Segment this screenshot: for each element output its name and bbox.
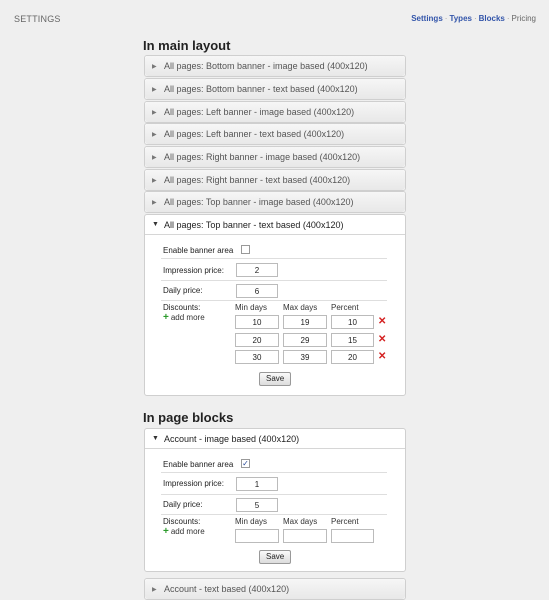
col-percent: Percent (331, 517, 359, 526)
discounts-label: Discounts: (163, 303, 201, 312)
accordion-item[interactable] (144, 101, 406, 123)
nav-blocks[interactable]: Blocks (478, 14, 505, 23)
section-title-page-blocks: In page blocks (143, 410, 234, 425)
triangle-right-icon: ▶ (152, 86, 157, 93)
accordion-item[interactable] (144, 78, 406, 100)
triangle-right-icon: ▶ (152, 109, 157, 116)
enable-banner-checkbox[interactable] (241, 459, 250, 468)
nav-pricing-current: Pricing (511, 14, 536, 23)
discounts-label: Discounts: (163, 517, 201, 526)
accordion-label: All pages: Left banner - image based (400x120) (164, 107, 355, 117)
impression-price-input[interactable] (236, 477, 278, 491)
max-days-input[interactable] (283, 333, 327, 347)
min-days-input[interactable] (235, 529, 279, 543)
accordion-header[interactable] (145, 215, 405, 235)
accordion-item[interactable] (144, 146, 406, 168)
accordion-item[interactable] (144, 123, 406, 145)
min-days-input[interactable] (235, 315, 279, 329)
triangle-right-icon: ▶ (152, 177, 157, 184)
banner-settings-form (145, 235, 405, 395)
accordion-label: All pages: Top banner - image based (400x120) (164, 197, 354, 207)
delete-row-icon[interactable]: ✕ (378, 334, 387, 345)
daily-price-input[interactable] (236, 498, 278, 512)
top-bar (0, 0, 549, 40)
save-button[interactable]: Save (259, 550, 291, 564)
col-min-days: Min days (235, 303, 268, 312)
min-days-input[interactable] (235, 333, 279, 347)
delete-row-icon[interactable]: ✕ (378, 316, 387, 327)
enable-banner-label: Enable banner area (163, 460, 234, 469)
delete-row-icon[interactable]: ✕ (378, 351, 387, 362)
nav-settings[interactable]: Settings (411, 14, 443, 23)
accordion-label: All pages: Right banner - text based (400x120) (164, 175, 351, 185)
col-max-days: Max days (283, 303, 318, 312)
percent-input[interactable] (331, 350, 374, 364)
accordion-item-open (144, 214, 406, 396)
col-max-days: Max days (283, 517, 318, 526)
min-days-input[interactable] (235, 350, 279, 364)
percent-input[interactable] (331, 333, 374, 347)
triangle-right-icon: ▶ (152, 586, 157, 593)
accordion-item[interactable] (144, 169, 406, 191)
daily-price-label: Daily price: (163, 500, 203, 509)
triangle-right-icon: ▶ (152, 131, 157, 138)
checkmark-icon: ✓ (242, 459, 249, 468)
accordion-item[interactable] (144, 191, 406, 213)
daily-price-input[interactable] (236, 284, 278, 298)
percent-input[interactable] (331, 315, 374, 329)
triangle-right-icon: ▶ (152, 199, 157, 206)
accordion-label: All pages: Top banner - text based (400x120) (164, 219, 344, 230)
impression-price-label: Impression price: (163, 479, 224, 488)
triangle-right-icon: ▶ (152, 154, 157, 161)
add-more-link[interactable]: + add more (163, 526, 205, 537)
add-more-link[interactable]: + add more (163, 312, 205, 323)
accordion-header[interactable] (145, 429, 405, 449)
col-min-days: Min days (235, 517, 268, 526)
daily-price-label: Daily price: (163, 286, 203, 295)
accordion-label: Account - image based (400x120) (164, 433, 300, 444)
enable-banner-checkbox[interactable] (241, 245, 250, 254)
accordion-item-open (144, 428, 406, 572)
banner-settings-form (145, 449, 405, 571)
triangle-right-icon: ▶ (152, 63, 157, 70)
plus-icon: + (163, 526, 169, 537)
save-button[interactable]: Save (259, 372, 291, 386)
section-title-main-layout: In main layout (143, 38, 231, 53)
accordion-label: All pages: Right banner - image based (400x120) (164, 152, 361, 162)
max-days-input[interactable] (283, 529, 327, 543)
nav-types[interactable]: Types (449, 14, 472, 23)
accordion-label: All pages: Bottom banner - text based (400x120) (164, 84, 358, 94)
page-title: SETTINGS (14, 14, 61, 24)
accordion-label: Account - text based (400x120) (164, 584, 290, 594)
triangle-down-icon: ▼ (152, 435, 159, 442)
enable-banner-label: Enable banner area (163, 246, 234, 255)
accordion-item[interactable] (144, 578, 406, 600)
impression-price-label: Impression price: (163, 266, 224, 275)
plus-icon: + (163, 312, 169, 323)
max-days-input[interactable] (283, 350, 327, 364)
impression-price-input[interactable] (236, 263, 278, 277)
accordion-label: All pages: Left banner - text based (400x120) (164, 129, 345, 139)
accordion-label: All pages: Bottom banner - image based (400x120) (164, 61, 368, 71)
percent-input[interactable] (331, 529, 374, 543)
accordion-item[interactable] (144, 55, 406, 77)
triangle-down-icon: ▼ (152, 221, 159, 228)
col-percent: Percent (331, 303, 359, 312)
max-days-input[interactable] (283, 315, 327, 329)
top-nav: Settings · Types · Blocks · Pricing (411, 14, 536, 23)
